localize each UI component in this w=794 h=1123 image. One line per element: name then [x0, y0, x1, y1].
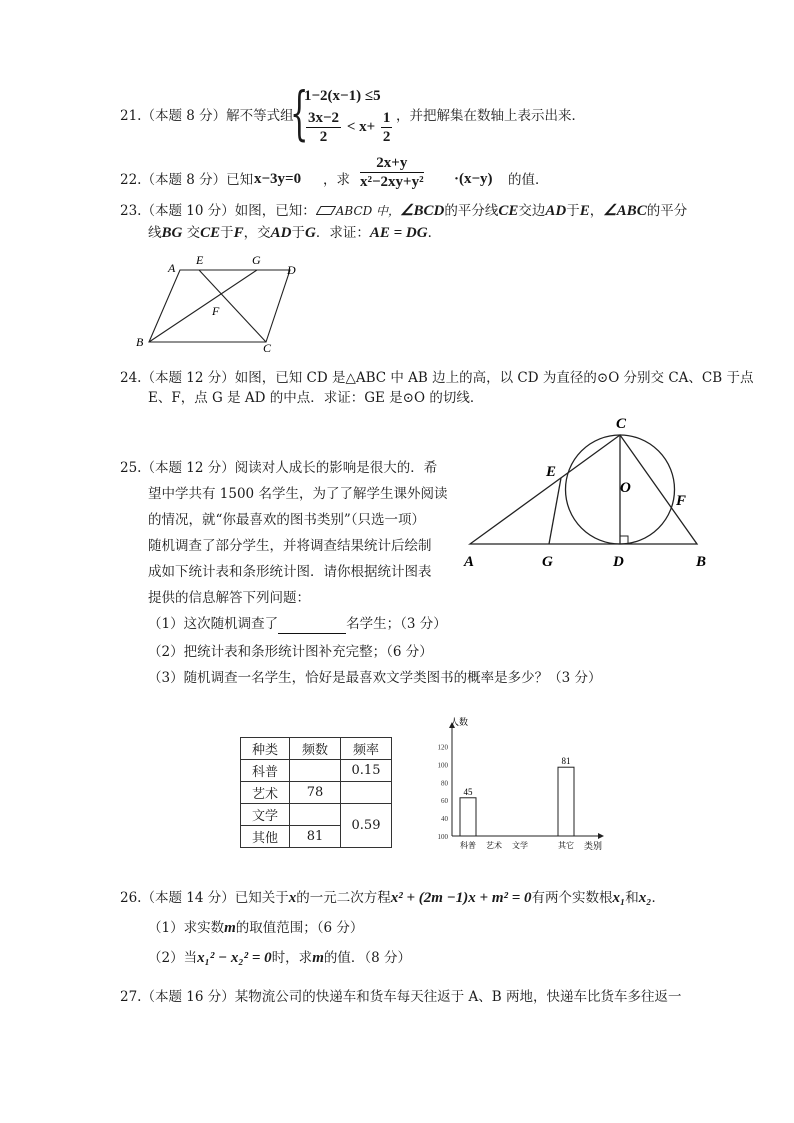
- q26-text: （1）求实数: [148, 920, 225, 936]
- table-header: 种类: [241, 738, 290, 760]
- q23-bg: BG: [161, 225, 183, 241]
- q23-angle-bcd: ∠BCD: [400, 203, 445, 219]
- q26-root-x1: x₁: [612, 890, 626, 906]
- q22-expression: [358, 154, 426, 191]
- label-b: B: [136, 335, 144, 349]
- q23-text: ．: [427, 225, 442, 241]
- y-tick-label: 100: [437, 833, 448, 841]
- chart-ylabel: 人数: [450, 717, 469, 727]
- bar-data-label: 45: [463, 786, 473, 797]
- q21-frac2-num: 1: [382, 110, 391, 126]
- label-g: G: [542, 554, 553, 570]
- q22-suffix: 的值．: [508, 172, 549, 188]
- x-tick-label: 文学: [512, 841, 528, 850]
- segment-bg: [149, 270, 257, 342]
- q23-text: 线: [148, 225, 162, 241]
- circle-triangle-figure: [460, 410, 720, 575]
- q23-text: 的平分线: [444, 203, 499, 219]
- q23-text: ，交: [243, 225, 271, 241]
- label-e: E: [196, 253, 204, 267]
- q26-text: 26.（本题 14 分）已知关于: [120, 890, 289, 906]
- q23-goal: AE = DG: [369, 225, 428, 241]
- q25-sub-3: （3）随机调查一名学生，恰好是最喜欢文学类图书的概率是多少？（3 分）: [148, 670, 602, 686]
- table-header: 频数: [290, 738, 341, 760]
- q26-text: 的取值范围；（6 分）: [235, 920, 364, 936]
- label-d: D: [613, 554, 624, 570]
- q25-line-5: 成如下统计表和条形统计图．请你根据统计图表: [148, 564, 432, 580]
- frequency-table: [240, 737, 392, 848]
- q22-multiplier: ·(x−y): [454, 171, 493, 187]
- q26-condition: x₁² − x₂² = 0: [197, 950, 272, 966]
- label-f: F: [212, 304, 220, 318]
- q23-text: ABCD 中，: [335, 204, 401, 218]
- q26-text: 的值．（8 分）: [323, 950, 411, 966]
- table-row: [241, 782, 392, 804]
- table-cell: [290, 760, 341, 782]
- q23-text: 的平分: [646, 203, 688, 219]
- right-angle-mark: [620, 536, 628, 544]
- parallelogram-icon: [316, 201, 336, 210]
- label-o: O: [620, 480, 631, 496]
- q21-ineq-mid: < x+: [346, 118, 376, 135]
- table-header-row: [241, 738, 392, 760]
- q25-line-3: 的情况，就“你最喜欢的图书类别”（只选一项）: [148, 512, 426, 528]
- q22-frac-num: 2x+y: [360, 154, 424, 173]
- label-f: F: [676, 493, 687, 509]
- table-cell: 其他: [241, 826, 290, 848]
- q23-text: 于: [566, 203, 580, 219]
- segment-ce: [199, 270, 266, 342]
- table-row: [241, 760, 392, 782]
- q23-g: G: [305, 225, 316, 241]
- table-cell: 81: [290, 826, 341, 848]
- q26-text: 的一元二次方程: [296, 890, 391, 906]
- q21-prefix: 21.（本题 8 分）解不等式组: [120, 108, 294, 124]
- q21-inequality-1: 1−2(x−1) ≤5: [304, 88, 381, 104]
- q24-line-2: E、F，点 G 是 AD 的中点．求证：GE 是⊙O 的切线．: [148, 390, 484, 406]
- q25-sub-1: [148, 614, 447, 634]
- table-cell: 78: [290, 782, 341, 804]
- x-tick-label: 艺术: [486, 841, 502, 850]
- q25-sub1-text: 名学生；（3 分）: [346, 616, 447, 632]
- q22-prefix: 22.（本题 8 分）已知: [120, 172, 254, 188]
- bar-chart: [420, 712, 610, 857]
- q23-text: ．求证：: [315, 225, 370, 241]
- q23-ce: CE: [498, 203, 519, 219]
- x-axis-arrow: [598, 833, 604, 839]
- q23-text: 交边: [518, 203, 546, 219]
- table-cell: 科普: [241, 760, 290, 782]
- y-tick-label: 60: [441, 797, 448, 806]
- q23-ce: CE: [200, 225, 221, 241]
- q23-text: 于: [220, 225, 234, 241]
- label-d: D: [287, 263, 296, 277]
- q23-f: F: [233, 225, 244, 241]
- q26-text: 有两个实数根: [531, 890, 613, 906]
- label-g: G: [252, 253, 261, 267]
- q23-text: 23.（本题 10 分）如图，已知：: [120, 203, 316, 219]
- q24-line-1: 24.（本题 12 分）如图，已知 CD 是△ABC 中 AB 边上的高，以 CD 为直径的⊙O 分别交 CA、CB 于点: [120, 370, 754, 386]
- q23-text: 交: [182, 225, 201, 241]
- q22-frac-den: x²−2xy+y²: [360, 174, 424, 190]
- y-tick-label: 100: [437, 761, 448, 770]
- table-cell: 文学: [241, 804, 290, 826]
- q26-text: ．: [651, 890, 666, 906]
- q26-text: 时，求: [271, 950, 313, 966]
- q26-text: 和: [625, 890, 639, 906]
- q23-ad: AD: [545, 203, 567, 219]
- label-a: A: [168, 261, 176, 275]
- q21-frac-den: 2: [319, 129, 328, 145]
- q26-text: （2）当: [148, 950, 198, 966]
- q23-angle-abc: ∠ABC: [603, 203, 647, 219]
- triangle-abc: [470, 435, 697, 544]
- q25-line-4: 随机调查了部分学生，并将调查结果统计后绘制: [148, 538, 432, 554]
- q26-var-m: m: [312, 950, 324, 966]
- q21-frac2-den: 2: [382, 129, 391, 145]
- q23-text: 于: [291, 225, 306, 241]
- q25-sub1-text: （1）这次随机调查了: [148, 616, 279, 632]
- chart-xlabel: 类别: [584, 841, 603, 851]
- q23-text: ，: [589, 203, 604, 219]
- table-cell: 0.15: [341, 760, 392, 782]
- label-c: C: [616, 416, 627, 432]
- table-header: 频率: [341, 738, 392, 760]
- chart-xlabels: [460, 840, 574, 850]
- label-c: C: [263, 341, 272, 355]
- q25-line-1: 25.（本题 12 分）阅读对人成长的影响是很大的．希: [120, 460, 438, 476]
- q23-line-2: [148, 223, 441, 243]
- q21-suffix: ，并把解集在数轴上表示出来．: [396, 108, 585, 124]
- y-tick-label: 80: [441, 779, 448, 788]
- q25-line-2: 望中学共有 1500 名学生，为了了解学生课外阅读: [148, 486, 448, 502]
- table-cell: [290, 804, 341, 826]
- bar: [558, 767, 574, 836]
- label-b: B: [696, 554, 707, 570]
- q26-line-1: [120, 888, 665, 908]
- q26-sub-1: [148, 918, 363, 938]
- q26-root-x2: x₂: [638, 890, 652, 906]
- parallelogram-outline: [149, 270, 290, 342]
- q21-inequality-2: [304, 109, 394, 146]
- q26-equation: x² + (2m −1)x + m² = 0: [390, 890, 532, 906]
- table-cell: [341, 782, 392, 804]
- table-cell: 艺术: [241, 782, 290, 804]
- q23-ad: AD: [270, 225, 292, 241]
- q21-brace: {: [290, 79, 309, 147]
- bar: [460, 798, 476, 836]
- q25-line-6: 提供的信息解答下列问题：: [148, 590, 310, 606]
- x-tick-label: 其它: [558, 841, 574, 850]
- q26-var-m: m: [224, 920, 236, 936]
- q21-frac-num: 3x−2: [308, 110, 340, 126]
- q22-condition: x−3y=0: [254, 171, 302, 187]
- q26-var-x: x: [288, 890, 297, 906]
- chart-yticks: [438, 744, 449, 841]
- q23-line-1: [120, 201, 687, 221]
- q25-sub-2: （2）把统计表和条形统计图补充完整；（6 分）: [148, 644, 433, 660]
- x-tick-label: 科普: [460, 841, 476, 850]
- label-e: E: [546, 464, 557, 480]
- q22-mid: ，求: [323, 172, 350, 188]
- chart-bars: [460, 756, 574, 836]
- q26-sub-2: [148, 948, 411, 968]
- q23-e: E: [579, 203, 590, 219]
- parallelogram-figure: [130, 250, 310, 355]
- y-tick-label: 120: [437, 743, 448, 752]
- q27-line-1: 27.（本题 16 分）某物流公司的快递车和货车每天往返于 A、B 两地，快递车比货车多往返一: [120, 989, 682, 1005]
- segment-ge: [549, 478, 561, 544]
- table-cell: 0.59: [341, 804, 392, 848]
- y-tick-label: 40: [441, 815, 448, 824]
- bar-data-label: 81: [561, 756, 571, 767]
- label-a: A: [464, 554, 475, 570]
- answer-blank[interactable]: [278, 619, 346, 634]
- table-row: [241, 804, 392, 826]
